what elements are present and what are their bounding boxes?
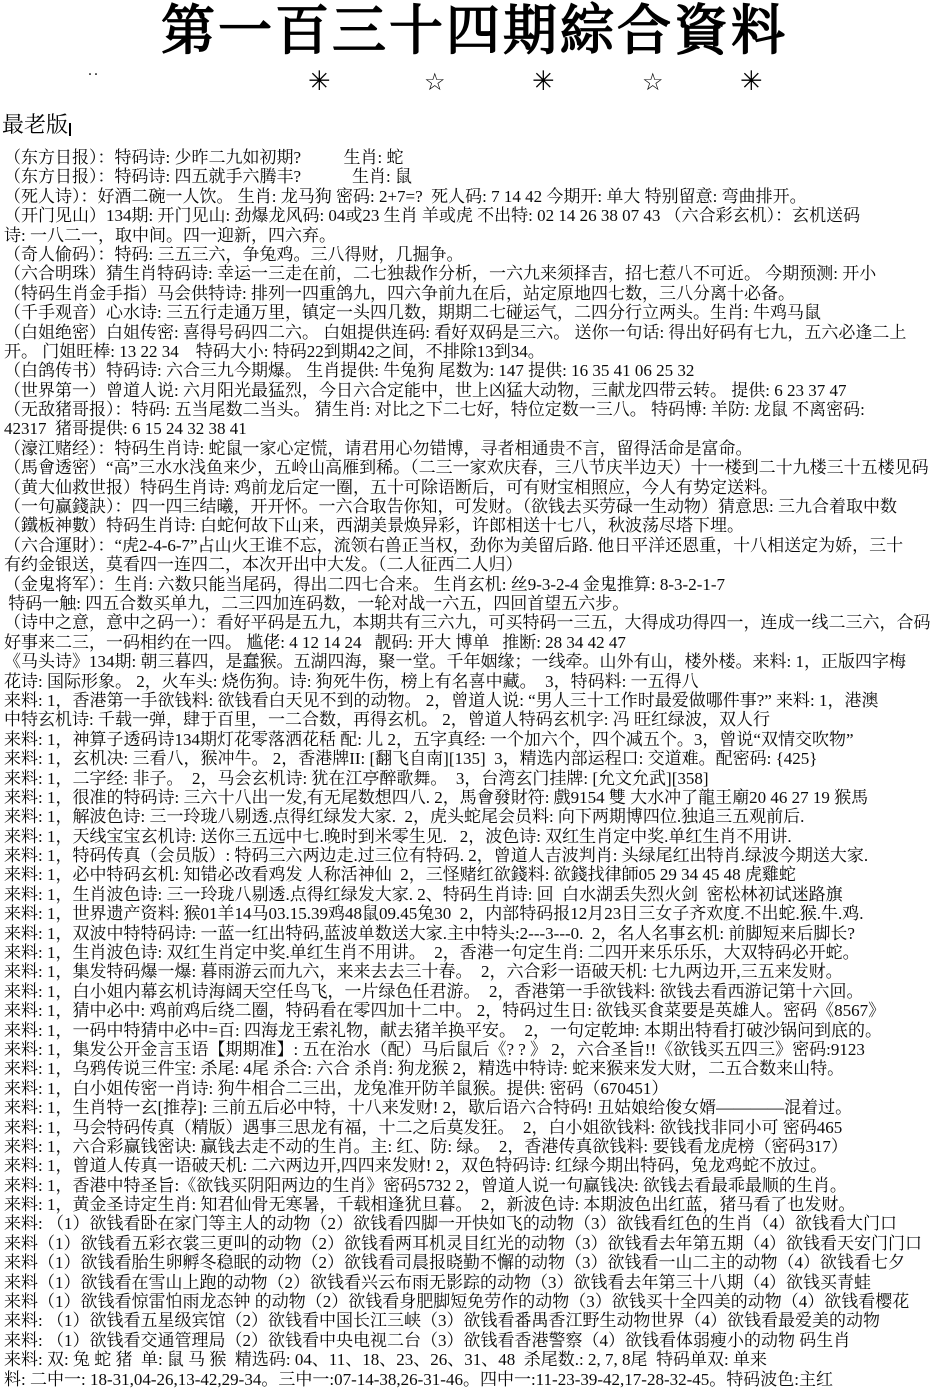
text-line: 42317 猪哥提供: 6 15 24 32 38 41 xyxy=(4,419,247,439)
text-line: 诗: 一八二一，取中间。四一迎新，四六弃。 xyxy=(4,225,336,245)
text-line: （东方日报）：特码诗: 少昨二九如初期? 生肖: 蛇 xyxy=(4,148,404,167)
text-line: （奇人偷码）：特码: 三五三六，争兔鸡。三八得财，几掘争。 xyxy=(4,244,464,264)
text-line: 来料（1）欲钱看在雪山上跑的动物（2）欲钱看兴云布雨无影踪的动物（3）欲钱看去年第三十八期（4）欲钱买青蛙 xyxy=(4,1272,871,1292)
text-line: （千手观音）心水诗: 三五行走通万里，镇定一头四几数，期期二七碰运气，二四分行立两头。生肖: 牛鸡马鼠 xyxy=(4,303,821,323)
text-line: 来料（1）欲钱看五彩衣裳三更叫的动物（2）欲钱看两耳机灵目红光的动物（3）欲钱看去年第五期（4）欲钱看天安门门口 xyxy=(4,1233,922,1253)
text-line: 来料: （1）欲钱看卧在家门等主人的动物（2）欲钱看四脚一开快如飞的动物（3）欲钱看红色的生肖（4）欲钱看大门口 xyxy=(4,1214,897,1234)
text-line: 来料: 1，天线宝宝玄机诗: 送你三五远中七.晚时到米零生见. 2，波色诗: 双红生肖定中奖.单红生肖不用讲. xyxy=(4,826,792,846)
text-line: 开。 门姐旺棒: 13 22 34 特码大小: 特码22到期42之间，不排除13到34。 xyxy=(4,341,545,361)
text-line: 来料: 1，香港中特圣旨:《欲钱买阴阳两边的生肖》密码5732 2，曾道人说一句赢钱决: 欲钱去看最乖最顺的生肖。 xyxy=(4,1175,847,1195)
star-burst-icon: ✳ xyxy=(308,66,331,96)
text-line: 来料: 1，二字经: 非子。 2，马会玄机诗: 犹在江亭醉歌舞。 3，台湾玄门挂牌: [允文允武][358] xyxy=(4,768,709,788)
text-line: 来料: 1，双波中特特码诗: 一蓝一红出特码,蓝波单数送大家.主中特头:2---3---0. 2，名人名事玄机: 前脚短来后脚长? xyxy=(4,923,855,943)
text-line: （六合明珠）猜生肖特码诗: 幸运一三走在前，二七独裁作分析，一六九来须择吉，招七惹八不可近。 今期预测: 开小 xyxy=(4,264,877,284)
text-line: 来料: 1，生肖特一玄[推荐]: 三前五后必中特，十八来发财! 2，歇后语六合特码! 丑姑娘给俊女婿————混着过。 xyxy=(4,1098,853,1118)
text-line: 来料: 1，白小姐内幕玄机诗海阔天空任鸟飞，一片绿色任君游。 2，香港第一手欲钱料: 欲钱去看西游记第十六回。 xyxy=(4,981,864,1001)
star-burst-icon: ✳ xyxy=(532,66,555,96)
text-line: 来料: 1，特码传真（会员版）: 特码三六两边走.过三位有特码. 2，曾道人吉波判肖: 头绿尾红出特肖.绿波今期送大家. xyxy=(4,846,869,866)
text-line: 来料: 1，集发公开金言玉语【期期准】: 五在治水（配）马后鼠后《? ? 》 2，六合圣旨!!《欲钱买五四三》密码:9123 xyxy=(4,1039,865,1059)
text-line: 来料: 1，生肖波色诗: 三一玲珑八剔透.点得红绿发大家. 2、特码生肖诗: 回 白水湖丢失烈火剑 密松林初试迷路旗 xyxy=(4,884,843,904)
text-line: （无敌猪哥报）：特码: 五当尾数二当头。 猜生肖: 对比之下二七好，特位定数一三八。 特码博: 羊防: 龙鼠 不离密码: xyxy=(4,400,865,420)
star-burst-icon: ✳ xyxy=(740,66,763,96)
text-line: 好事来二三，一码相约在一四。 尴佬: 4 12 14 24 靓码: 开大 博单 推断: 28 34 42 47 xyxy=(4,632,626,652)
text-line: 来料: 1，一码中特猜中必中=百: 四海龙王索礼物，献去猪羊换平安。 2，一句定乾坤: 本期出特看打破沙锅问到底的。 xyxy=(4,1020,883,1040)
text-line: 来料（1）欲钱看惊雷怕雨龙态钟 的动物（2）欲钱看身肥脚短免劳作的动物（3）欲钱买十全四美的动物（4）欲钱看樱花 xyxy=(4,1292,910,1312)
text-line: 来料: 1，很准的特码诗: 三六十八出一发,有无尾数想四八. 2，馬會發財符: 戲9154 雙 大水冲了龍王廟20 46 27 19 猴馬 xyxy=(4,787,869,807)
text-line: （金鬼将军）：生肖: 六数只能当尾码，得出二四七合来。 生肖玄机: 丝9-3-2-4 金鬼推算: 8-3-2-1-7 xyxy=(4,574,726,594)
text-line: 来料: 1，六合彩赢钱密诀: 赢钱去走不动的生肖。主: 红、防: 绿。 2，香港传真欲钱料: 要钱看龙虎榜（密码317） xyxy=(4,1136,848,1156)
lottery-info-sheet xyxy=(0,2,949,1388)
text-line: 来料: 双: 兔 蛇 猪 单: 鼠 马 猴 精选码: 04、11、18、23、26、31、48 杀尾数.: 2, 7, 8尾 特码单双: 单来 xyxy=(4,1350,767,1370)
star-outline-icon: ☆ xyxy=(424,70,446,96)
version-label: 最老版 xyxy=(2,112,69,137)
text-line: 来料: 1，香港第一手欲钱料: 欲钱看白天见不到的动物。 2，曾道人说: “男人三十工作时最爱做哪件事?” 来料: 1，港澳 xyxy=(4,690,879,710)
text-line: （特码生肖金手指）马会供特诗: 排列一四重鸽九，四六争前九在后，站定原地四七数，三八分离十必备。 xyxy=(4,283,795,303)
text-line: 有约金银送，莫看四一连四二，本次开出中大发。（二人征西二人归） xyxy=(4,555,523,575)
text-line: 来料: 1，神算子透码诗134期灯花零落洒花秳 配: 儿 2，五字真经: 一个加六个，四个减五个。3，曾说“双情交吹物” xyxy=(4,729,854,749)
text-line: 来料: 1，马会特码传真（精版）遇事三思龙有福，十二之后莫发狂。 2，白小姐欲钱料: 欲钱找非同小可 密码465 xyxy=(4,1117,843,1137)
text-line: 来料: 1，黄金圣诗定生肖: 知君仙骨无寒暑，千载相逢犹旦暮。 2，新波色诗: 本期波色出红蓝，猪马看了也发财。 xyxy=(4,1195,856,1215)
text-line: 花诗: 国际形象。 2，火车头: 烧伤狗。诗: 狗死牛伤，榜上有名喜中藏。 3，特码料: 一五得八 xyxy=(4,671,699,691)
document-body xyxy=(0,148,949,1388)
text-line: （一句赢錢訣）：四一四三结曦，开开怀。一六合取告你知，可发财。（欲钱去买劳碌一生动物）猜意思: 三九合着取中数 xyxy=(4,497,897,517)
decor-dots: .. xyxy=(88,62,100,79)
text-line: 来料: （1）欲钱看五星级宾馆（2）欲钱看中国长江三峡（3）欲钱看番禺香江野生动物世界（4）欲钱看最爱美的动物 xyxy=(4,1311,880,1331)
text-line: 料: 二中一: 18-31,04-26,13-42,29-34。三中一:07-14-38,26-31-46。四中一:11-23-39-42,17-28-32-45。特码波色:主红 xyxy=(4,1369,833,1388)
text-line: （白姐绝密）白姐传密: 喜得号码四二六。 白姐提供连码: 看好双码是三六。 送你一句话: 得出好码有七九，五六必逢二上 xyxy=(4,322,907,342)
text-line: （黄大仙救世报）特码生肖诗: 鸡前龙后定一圈，五十可除语断后，可有财宝相照应，今人有势定送料。 xyxy=(4,477,778,497)
text-line: 来料: 1，玄机决: 三看八，猴冲牛。 2，香港牌II: [翻飞自南][135] 3，精选内部运程口: 交道难。配密码: {425} xyxy=(4,749,818,769)
text-line: （死人诗）：好酒二碗一人饮。 生肖: 龙马狗 密码: 2+7=? 死人码: 7 14 42 今期开: 单大 特别留意: 弯曲排开。 xyxy=(4,186,807,206)
text-line: 来料: （1）欲钱看交通管理局（2）欲钱看中央电视二台（3）欲钱看香港警察（4）欲钱看体弱瘦小的动物 码生肖 xyxy=(4,1330,851,1350)
version-row xyxy=(2,112,949,138)
text-line: 来料: 1，猜中必中: 鸡前鸡后绕二圈，特码看在零四加十二中。 2，特码过生日: 欲钱买食菜要是英雄人。密码《8567》 xyxy=(4,1001,886,1021)
text-line: （世界第一）曾道人说: 六月阳光最猛烈，今日六合定能中，世上凶猛大动物，三献龙四带云转。 提供: 6 23 37 47 xyxy=(4,380,847,400)
text-line: 来料: 1，世界遗产资料: 猴01羊14马03.15.39鸡48鼠09.45兔30 2，内部特码报12月23日三女子齐欢度.不出蛇.猴.牛.鸡. xyxy=(4,904,864,924)
text-line: 来料: 1，必中特码玄机: 知错必改看鸡发 人称活神仙 2，三怪赌红欲錢料: 欲錢找律師05 29 34 45 48 虎雞蛇 xyxy=(4,865,796,885)
text-line: 来料: 1，白小姐传密一肖诗: 狗牛相合二三出，龙兔准开防羊鼠猴。提供: 密码（670451） xyxy=(4,1078,669,1098)
text-line: 来料: 1，乌鸦传说三件宝: 杀尾: 4尾 杀合: 六合 杀肖: 狗龙猴 2，精选中特诗: 蛇来猴来发大财，二五合数来山特。 xyxy=(4,1059,845,1079)
text-line: （诗中之意，意中之码一）：看好平码是五九，本期共有三六九，可买特码一三五，大得成功得四一，连成一线二三六，合码 xyxy=(4,613,931,633)
text-line: （鐵板神數）特码生肖诗: 白蛇何故下山来，西湖美景焕异彩，许郎相送十七八，秋波荡尽塔下埋。 xyxy=(4,516,744,536)
text-line: （白鸽传书）特码诗: 六合三九今期爆。 生肖提供: 牛兔狗 尾数为: 147 提供: 16 35 41 06 25 32 xyxy=(4,361,695,381)
text-line: （濠江赌经）：特码生肖诗: 蛇鼠一家心定慌，请君用心勿错博，寻者相通贵不言，留得活命是富命。 xyxy=(4,438,753,458)
star-outline-icon: ☆ xyxy=(642,70,664,96)
cursor-mark xyxy=(69,123,71,136)
text-line: 来料（1）欲钱看胎生卵孵冬稳眠的动物（2）欲钱看司晨报晓勤不懈的动物（3）欲钱看一山二主的动物（4）欲钱看七夕 xyxy=(4,1253,905,1273)
text-line: （馬會透密）“高”三水水浅鱼来少，五岭山高雁到稀。（二三一家欢庆春，三八节庆半边天）十一楼到二十九楼三十五楼见码 xyxy=(4,458,929,478)
text-line: 来料: 1，集发特码爆一爆: 暮雨游云而九六，来来去去三十春。 2，六合彩一语破天机: 七九两边开,三五来发财。 xyxy=(4,962,843,982)
text-line: 来料: 1，曾道人传真一语破天机: 二六两边开,四四来发财! 2，双色特码诗: 红绿今期出特码，兔龙鸡蛇不放过。 xyxy=(4,1156,828,1176)
page-title: 第一百三十四期綜合資料 xyxy=(161,1,788,61)
text-line: （开门见山）134期: 开门见山: 劲爆龙风码: 04或23 生肖 羊或虎 不出特: 02 14 26 38 07 43 （六合彩玄机）：玄机送码 xyxy=(4,206,861,226)
text-line: （六合運財）：“虎2-4-6-7”占山火王谁不忘，流领右兽正当权，劲你为美留后路. 他日平洋还恩重，十八相送定为娇，三十 xyxy=(4,535,904,555)
text-line: （东方日报）：特码诗: 四五就手六腾丰? 生肖: 鼠 xyxy=(4,167,412,187)
decor-star-row xyxy=(0,62,949,104)
text-line: 中特玄机诗: 千载一弹，肆于百里，一二合数，再得玄机。 2，曾道人特码玄机字: 冯 旺红绿波，双人行 xyxy=(4,710,770,730)
text-line: 《马头诗》134期: 朝三暮四，是蠢猴。五湖四海，聚一堂。千年姻缘；一线牵。山外有山，楼外楼。来料: 1，正版四字梅 xyxy=(4,652,906,672)
text-line: 特码一触: 四五合数买单九，二三四加连码数，一轮对战一六五，四回首望五六步。 xyxy=(4,593,630,613)
text-line: 来料: 1，解波色诗: 三一玲珑八剔透.点得红绿发大家. 2，虎头蛇尾会员料: 向下两期博四位.独追三五观前后. xyxy=(4,807,805,827)
text-line: 来料: 1，生肖波色诗: 双红生肖定中奖.单红生肖不用讲。 2，香港一句定生肖: 二四开来乐乐乐，大双特码必开蛇。 xyxy=(4,943,860,963)
